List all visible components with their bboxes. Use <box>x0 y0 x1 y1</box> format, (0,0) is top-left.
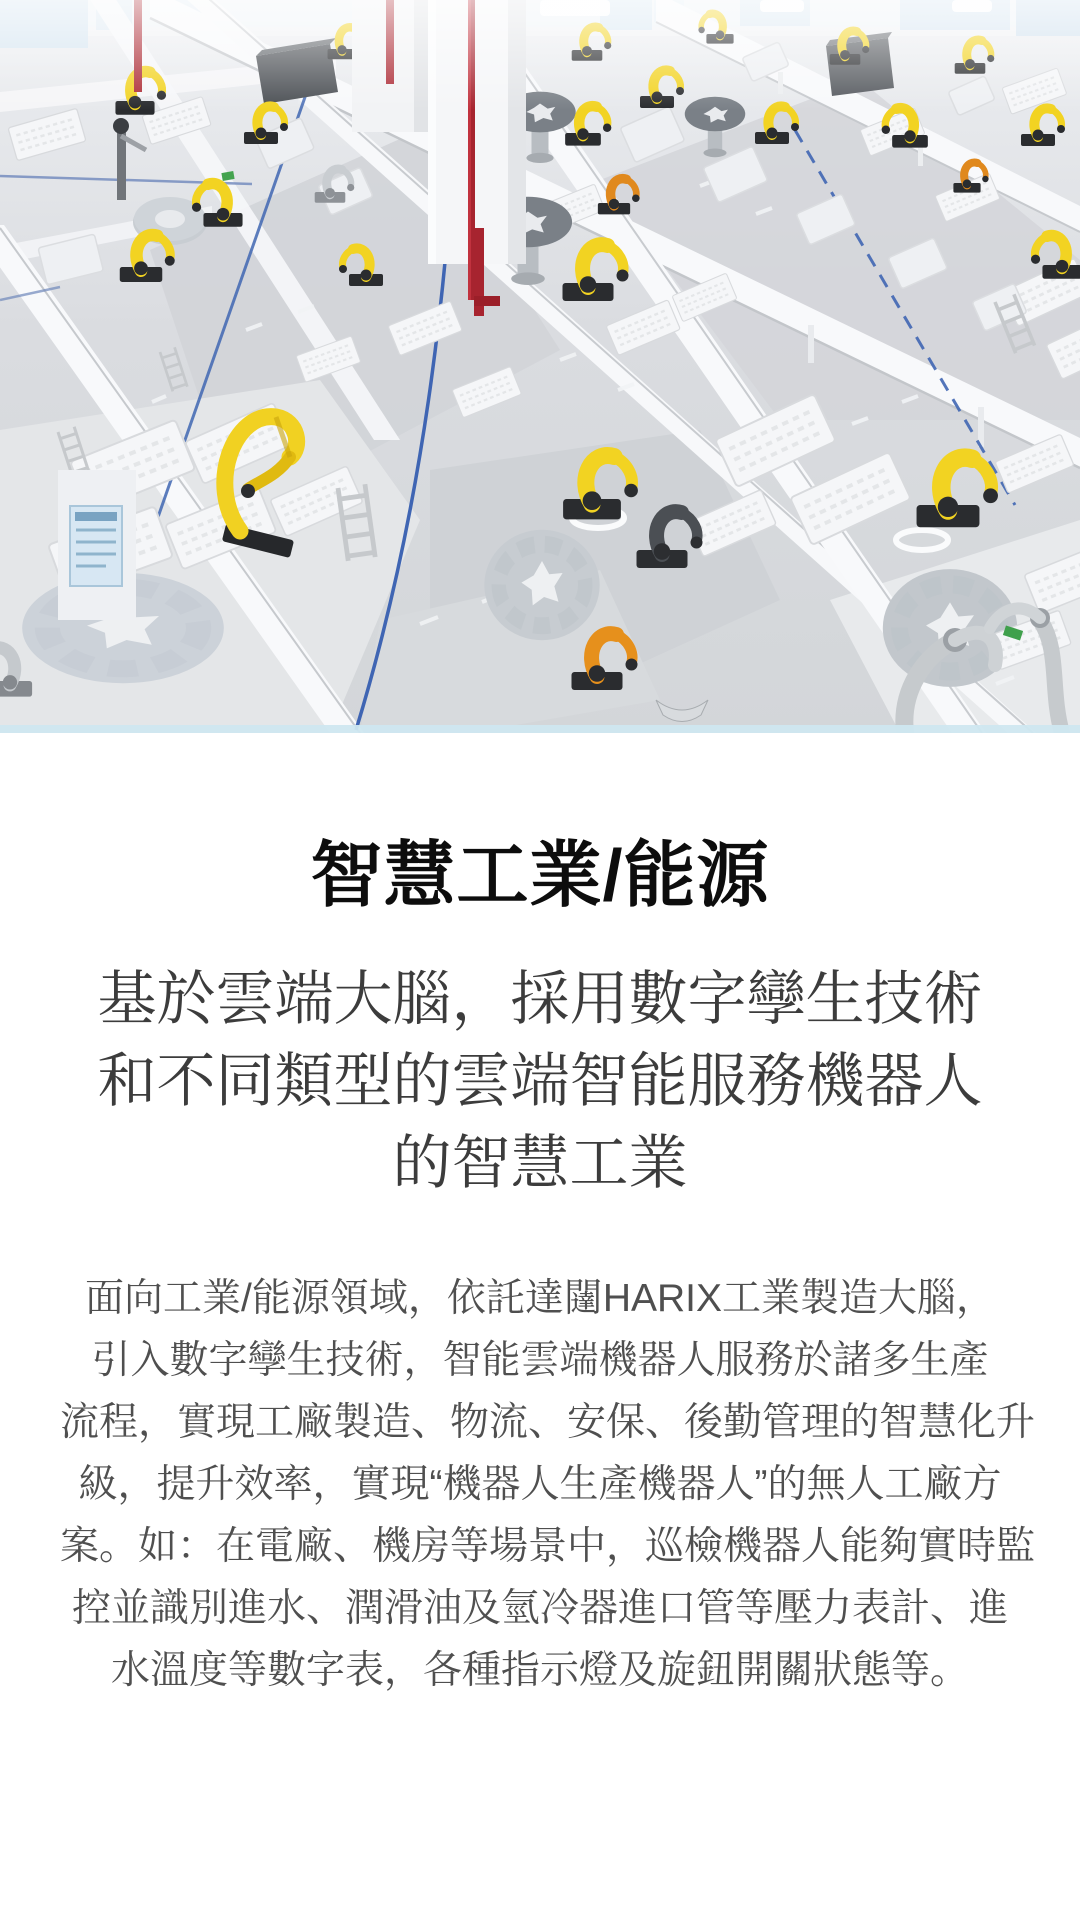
section-body <box>60 1268 1036 1702</box>
body-line: 引入數字孿生技術，智能雲端機器人服務於諸多生產 <box>91 1338 989 1382</box>
body-line: 控並識別進水、潤滑油及氫冷器進口管等壓力表計、進 <box>71 1586 1008 1630</box>
factory-scene <box>0 0 1080 733</box>
subtitle-line: 的智慧工業 <box>392 1129 688 1196</box>
section-subtitle <box>50 958 1030 1204</box>
section-title: 智慧工業/能源 <box>310 836 770 916</box>
body-line: 級，提升效率，實現“機器人生產機器人”的無人工廠方 <box>78 1462 1002 1506</box>
factory-hero-image <box>0 0 1080 733</box>
subtitle-line: 和不同類型的雲端智能服務機器人 <box>97 1047 983 1114</box>
top-light <box>0 0 1080 110</box>
body-line: 面向工業/能源領域，依託達闥HARIX工業製造大腦， <box>84 1276 996 1320</box>
bottom-strip <box>0 725 1080 733</box>
subtitle-line: 基於雲端大腦，採用數字孿生技術 <box>97 965 983 1032</box>
body-line: 流程，實現工廠製造、物流、安保、後勤管理的智慧化升 <box>60 1400 1036 1444</box>
body-line: 水溫度等數字表，各種指示燈及旋鈕開關狀態等。 <box>110 1648 969 1692</box>
body-line: 案。如：在電廠、機房等場景中，巡檢機器人能夠實時監 <box>60 1524 1036 1568</box>
wall-info-board <box>58 470 136 620</box>
